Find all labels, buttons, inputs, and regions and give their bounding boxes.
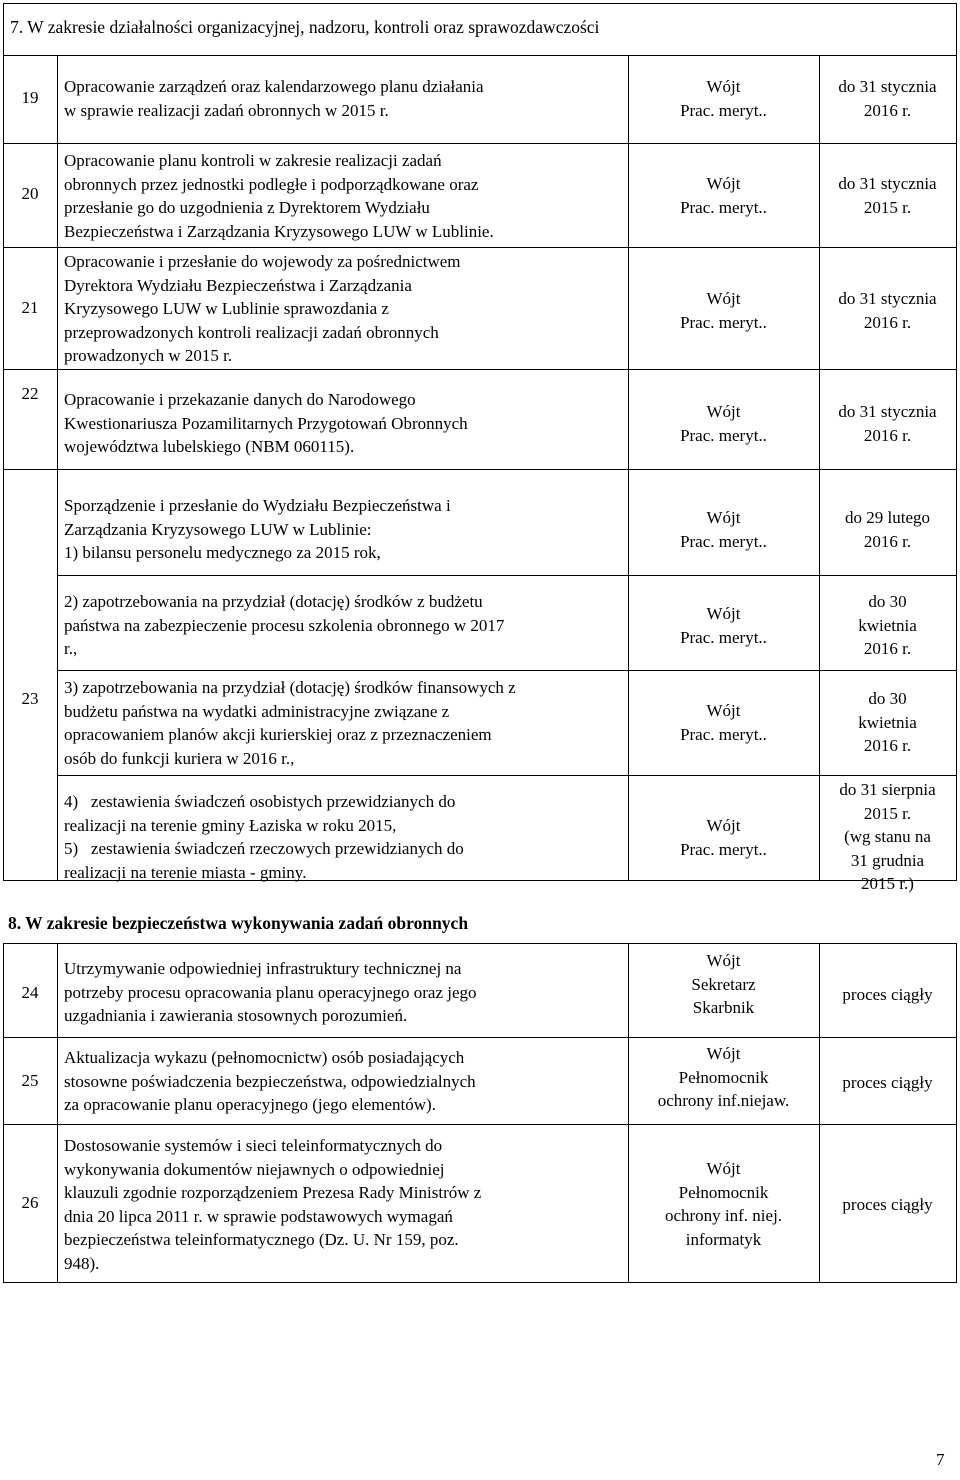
deadline: proces ciągły — [842, 1073, 933, 1092]
deadline: do 31 stycznia 2015 r. — [838, 174, 937, 217]
task-description: 3) zapotrzebowania na przydział (dotację) środków finansowych z budżetu państwa na wydatki administracyjne związane z opracowaniem planów akcji kurierskiej oraz z przeznaczeniem osób do funkcji kuriera w 2016 r., — [64, 678, 516, 768]
table-border — [57, 55, 58, 880]
task-description: Opracowanie zarządzeń oraz kalendarzowego planu działania w sprawie realizacji zadań obronnych w 2015 r. — [64, 77, 484, 120]
task-description: Utrzymywanie odpowiedniej infrastruktury technicznej na potrzeby procesu opracowania planu operacyjnego oraz jego uzgadniania i zawierania stosownych porozumień. — [64, 959, 477, 1025]
row-number: 21 — [21, 298, 39, 317]
row-number: 25 — [21, 1071, 39, 1090]
deadline: do 31 stycznia 2016 r. — [838, 77, 937, 120]
deadline: proces ciągły — [842, 1195, 933, 1214]
row-number: 20 — [21, 184, 39, 203]
responsible-person: Wójt Prac. meryt.. — [680, 174, 767, 217]
deadline: do 29 lutego 2016 r. — [845, 508, 930, 551]
responsible-person: Wójt Sekretarz Skarbnik — [691, 951, 756, 1017]
deadline: do 31 stycznia 2016 r. — [838, 289, 937, 332]
task-description: Opracowanie i przesłanie do wojewody za pośrednictwem Dyrektora Wydziału Bezpieczeństwa i Zarządzania Kryzysowego LUW w Lublinie sprawozdania z przeprowadzonych kontroli realizacji zadań obronnych prowadzonych w 2015 r. — [64, 252, 461, 365]
row-number: 23 — [21, 689, 39, 708]
responsible-person: Wójt Prac. meryt.. — [680, 816, 767, 859]
responsible-person: Wójt Pełnomocnik ochrony inf. niej. informatyk — [664, 1159, 783, 1249]
task-description: Opracowanie i przekazanie danych do Narodowego Kwestionariusza Pozamilitarnych Przygotowań Obronnych województwa lubelskiego (NBM 060115). — [64, 390, 468, 456]
table-border — [3, 469, 957, 470]
table-border — [57, 943, 58, 1282]
table-border — [3, 1124, 957, 1125]
deadline: do 31 stycznia 2016 r. — [838, 402, 937, 445]
table-border — [57, 670, 957, 671]
table-border — [57, 775, 957, 776]
task-description: Aktualizacja wykazu (pełnomocnictw) osób posiadających stosowne poświadczenia bezpieczeństwa, odpowiedzialnych za opracowanie planu operacyjnego (jego elementów). — [64, 1048, 476, 1114]
responsible-person: Wójt Prac. meryt.. — [680, 701, 767, 744]
deadline: do 31 sierpnia 2015 r. (wg stanu na 31 grudnia 2015 r.) — [839, 780, 936, 893]
table-border — [956, 3, 957, 880]
deadline: do 30 kwietnia 2016 r. — [858, 689, 917, 755]
responsible-person: Wójt Prac. meryt.. — [680, 508, 767, 551]
section-8-title: 8. W zakresie bezpieczeństwa wykonywania zadań obronnych — [8, 913, 469, 933]
table-border — [3, 3, 957, 4]
responsible-person: Wójt Prac. meryt.. — [680, 289, 767, 332]
responsible-person: Wójt Prac. meryt.. — [680, 402, 767, 445]
responsible-person: Wójt Prac. meryt.. — [680, 604, 767, 647]
deadline: proces ciągły — [842, 985, 933, 1004]
table-border — [956, 943, 957, 1282]
task-description: Sporządzenie i przesłanie do Wydziału Bezpieczeństwa i Zarządzania Kryzysowego LUW w Lublinie: 1) bilansu personelu medycznego za 2015 rok, — [64, 496, 451, 562]
responsible-person: Wójt Pełnomocnik ochrony inf.niejaw. — [657, 1044, 790, 1110]
table-border — [3, 55, 957, 56]
table-border — [3, 1282, 957, 1283]
table-border — [57, 575, 957, 576]
task-description: 2) zapotrzebowania na przydział (dotację) środków z budżetu państwa na zabezpieczenie procesu szkolenia obronnego w 2017 r., — [64, 592, 505, 658]
table-border — [3, 247, 957, 248]
row-number: 19 — [21, 88, 39, 107]
responsible-person: Wójt Prac. meryt.. — [680, 77, 767, 120]
section-7-title: 7. W zakresie działalności organizacyjnej, nadzoru, kontroli oraz sprawozdawczości — [10, 17, 600, 37]
row-number: 24 — [21, 983, 39, 1002]
page-number: 7 — [936, 1450, 945, 1469]
task-description: 4) zestawienia świadczeń osobistych przewidzianych do realizacji na terenie gminy Łaziska w roku 2015, 5) zestawienia świadczeń rzeczowych przewidzianych do realizacji na terenie miasta - gminy. — [64, 792, 464, 882]
table-border — [3, 143, 957, 144]
table-border — [3, 3, 4, 880]
row-number: 22 — [21, 384, 39, 403]
task-description: Opracowanie planu kontroli w zakresie realizacji zadań obronnych przez jednostki podległe i podporządkowane oraz przesłanie go do uzgodnienia z Dyrektorem Wydziału Bezpieczeństwa i Zarządzania Kryzysowego LUW w Lublinie. — [64, 151, 494, 241]
task-description: Dostosowanie systemów i sieci teleinformatycznych do wykonywania dokumentów niejawnych o odpowiedniej klauzuli zgodnie rozporządzeniem Prezesa Rady Ministrów z dnia 20 lipca 2011 r. w sprawie podstawowych wymagań bezpieczeństwa teleinformatycznego (Dz. U. Nr 159, poz. 948). — [64, 1136, 482, 1273]
deadline: do 30 kwietnia 2016 r. — [858, 592, 917, 658]
row-number: 26 — [21, 1193, 39, 1212]
table-border — [3, 1037, 957, 1038]
table-border — [3, 943, 957, 944]
table-border — [3, 369, 957, 370]
